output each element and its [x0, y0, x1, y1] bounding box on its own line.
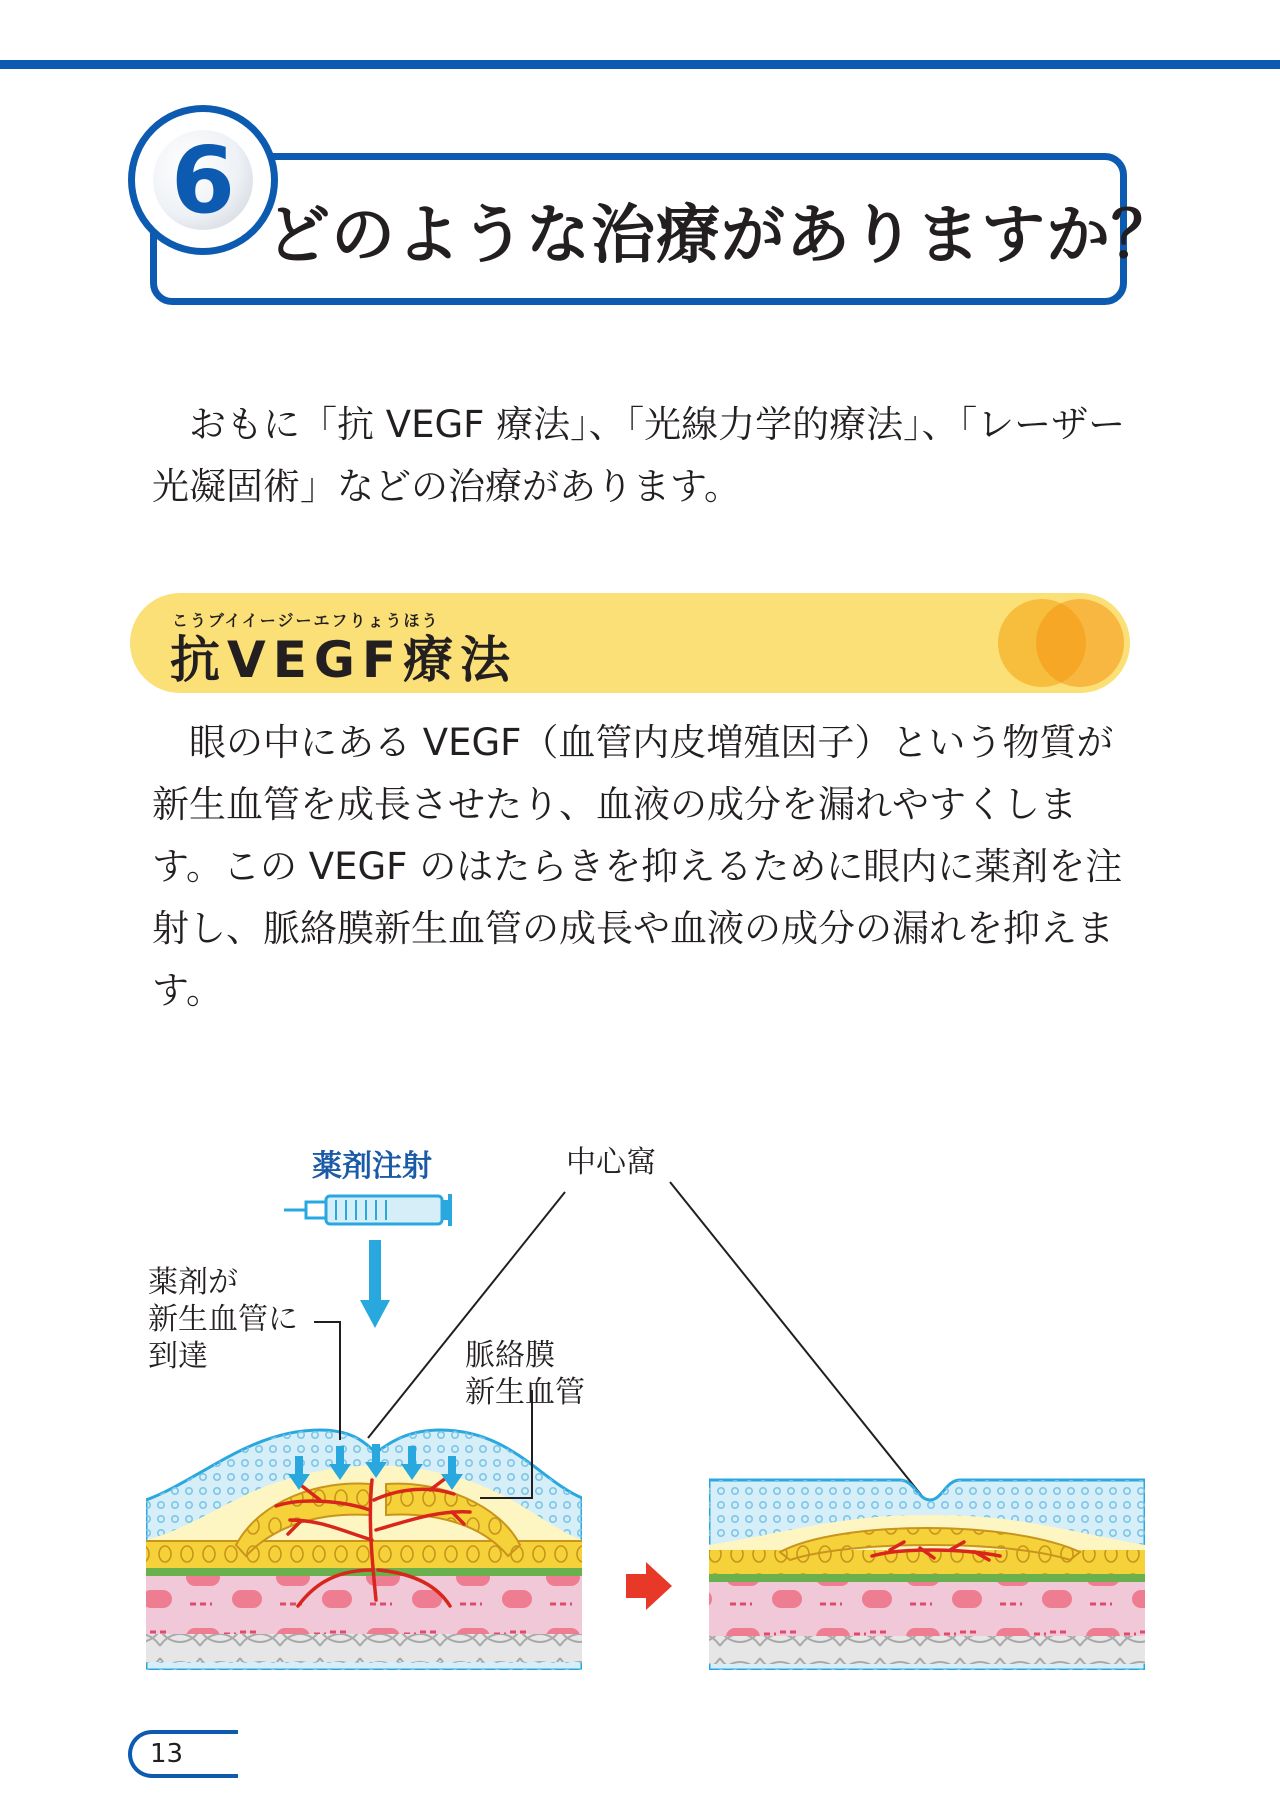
chapter-number: 6: [170, 126, 235, 234]
intro-paragraph: おもに「抗 VEGF 療法」、「光線力学的療法」、「レーザー光凝固術」などの治療があります。: [152, 403, 1126, 508]
section-title-ruby: こうブイイージーエフりょうほう: [172, 611, 440, 630]
section-body: 眼の中にある VEGF（血管内皮増殖因子）という物質が新生血管を成長させたり、血液の成分を漏れやすくします。この VEGF のはたらきを抑えるために眼内に薬剤を注射し、脈絡膜新生血管の成長や血液の成分の漏れを抑えます。: [152, 721, 1123, 1012]
page-number: 13: [150, 1739, 184, 1769]
label-drug-reaches-vessels: 薬剤が 新生血管に 到達: [148, 1265, 298, 1374]
syringe-icon: [284, 1194, 452, 1226]
label-drug-injection: 薬剤注射: [312, 1149, 432, 1184]
page-title: どのような治療がありますか？: [266, 199, 1176, 273]
section-title: 抗VEGF療法: [170, 631, 518, 689]
eye-cross-section-before: [146, 1430, 582, 1670]
down-arrow-icon: [360, 1240, 390, 1328]
eye-cross-section-after: [709, 1480, 1145, 1670]
label-fovea: 中心窩: [566, 1145, 656, 1180]
right-arrow-icon: [626, 1562, 672, 1610]
label-choroidal-neovascularization: 脈絡膜 新生血管: [465, 1338, 585, 1410]
